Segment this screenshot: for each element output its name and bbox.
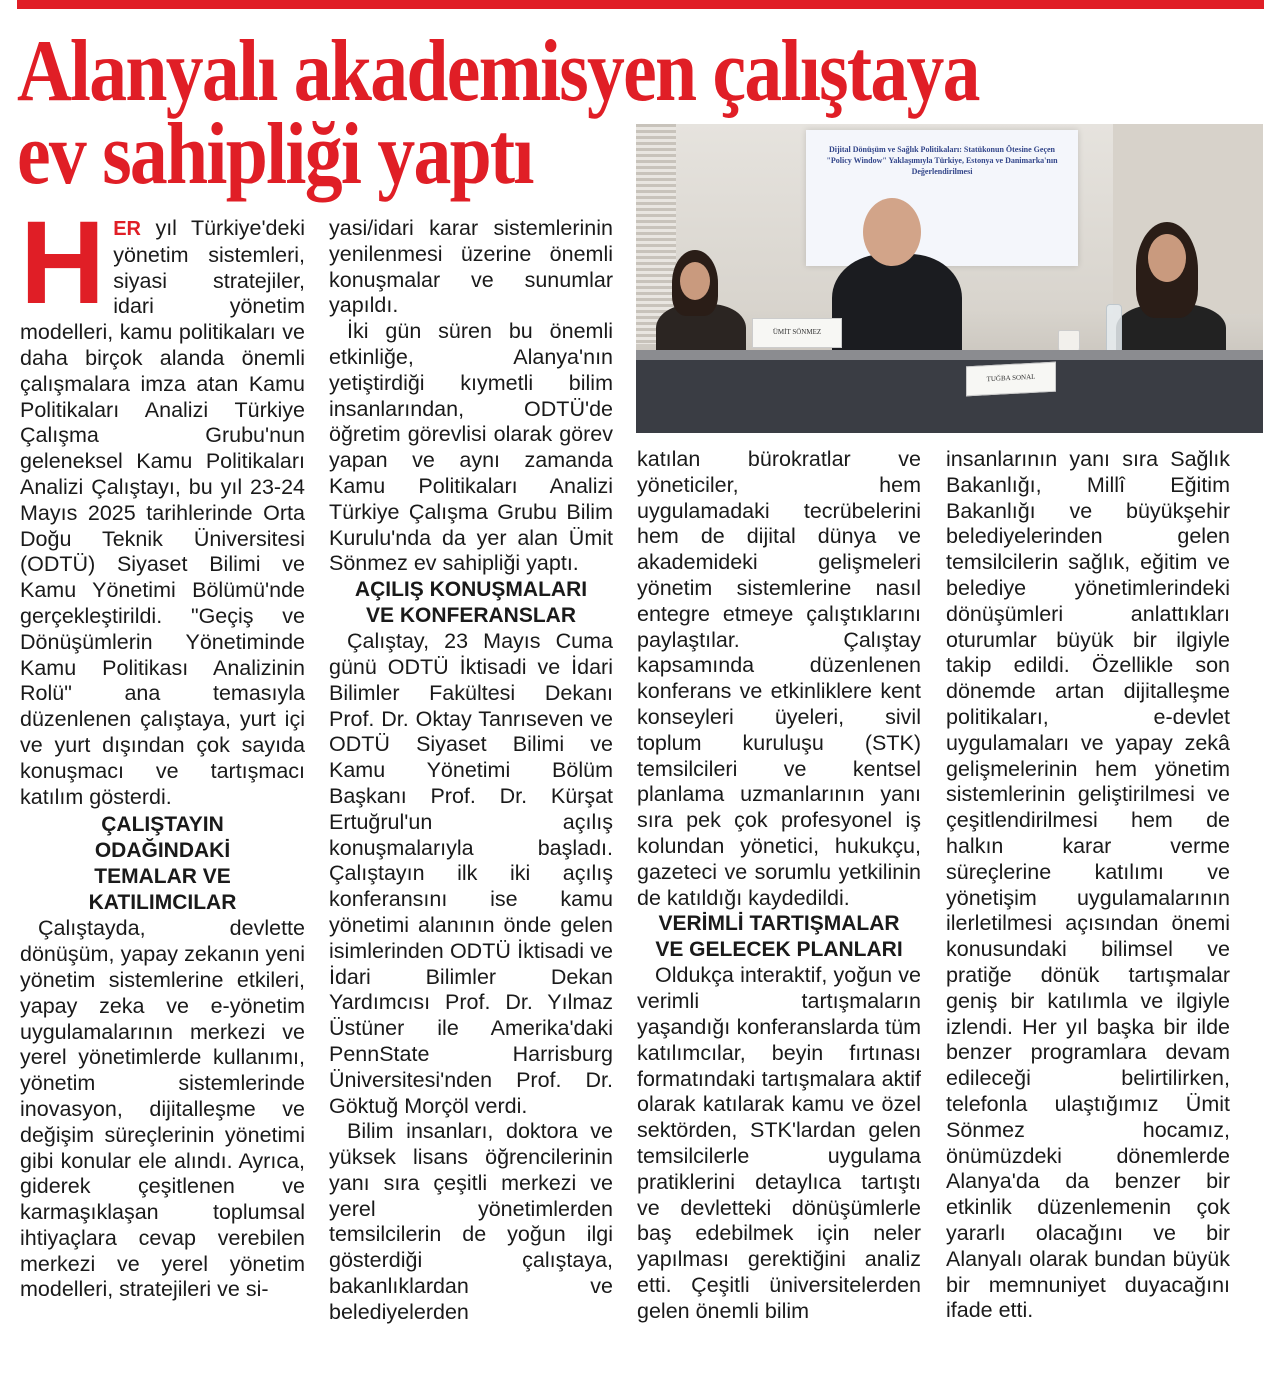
projection-title: Dijital Dönüşüm ve Sağlık Politikaları: Statükonun Ötesine Geçen "Policy Window" Yaklaşımıyla Türkiye, Estonya ve Danimarka'nın Değerlendirilmesi: [826, 145, 1058, 176]
headline-line-1: Alanyalı akademisyen çalıştaya: [17, 23, 979, 120]
name-card-1: ÜMİT SÖNMEZ: [752, 318, 842, 348]
paragraph: yıl Türkiye'deki yönetim sistemleri, siyasi stratejiler, idari yönetim modelleri, kamu politikaları ve daha birçok alanda önemli çalışmalara imza atan Kamu Politikaları Analizi Türkiye Çalışma Grubu'nun geleneksel Kamu Politikaları Analizi Çalıştayı, bu yıl 23-24 Mayıs 2025 tarihlerinde Orta Doğu Teknik Üniversitesi (ODTÜ) Siyaset Bilimi ve Kamu Yönetimi Bölümü'nde gerçekleştirildi. "Geçiş ve Dönüşümlerin Yönetiminde Kamu Politikası Analizinin Rolü" ana temasıyla düzenlenen çalıştaya, yurt içi ve yurt dışından çok sayıda konuşmacı ve tartışmacı katılım gösterdi.: [20, 216, 305, 809]
column-2: [329, 216, 613, 1326]
paragraph: Çalıştayda, devlette dönüşüm, yapay zekanın yeni yönetim sistemlerine etkileri, yapay zeka ve e-yönetim uygulamalarının merkezi ve yerel yönetimlerde kullanımı, yönetim sistemlerinde inovasyon, dijitalleşme ve değişim süreçlerinin yönetimi gibi konular ele alındı. Ayrıca, giderek çeşitlenen ve karmaşıklaşan toplumsal ihtiyaçlara cevap verebilen merkezi ve yerel yönetim modelleri, stratejileri ve si-: [20, 916, 305, 1302]
speaker-center: [832, 254, 962, 364]
top-accent-bar: [17, 0, 1264, 9]
table-front: [636, 360, 1263, 433]
subheading: VERİMLİ TARTIŞMALAR VE GELECEK PLANLARI: [655, 912, 903, 962]
workshop-photo: [636, 124, 1263, 433]
speaker-center-face: [863, 198, 921, 266]
headline-line-2: ev sahipliği yaptı: [17, 106, 533, 203]
name-card-2: TUĞBA SONAL: [966, 362, 1056, 397]
subheading: ÇALIŞTAYIN ODAĞINDAKİ TEMALAR VE KATILIMCILAR: [88, 813, 237, 915]
paragraph: Oldukça interaktif, yoğun ve verimli tartışmaların yaşandığı konferanslarda tüm katılımcılar, beyin fırtınası formatındaki tartışmalara aktif olarak katılarak kamu ve özel sektörden, STK'lardan gelen temsilcilerle uygulama pratiklerini detaylıca tartıştı ve devletteki dönüşümlerle baş edebilmek için neler yapılması gerektiğini analiz etti. Çeşitli üniversitelerden gelen önemli bilim: [637, 963, 921, 1323]
column-3: [637, 447, 921, 1325]
water-bottle: [1106, 304, 1122, 354]
speaker-left-face: [680, 262, 710, 300]
speaker-right-face: [1148, 234, 1186, 282]
column-1: [20, 197, 305, 1303]
paragraph: insanlarının yanı sıra Sağlık Bakanlığı, Millî Eğitim Bakanlığı ve büyükşehir belediyelerinden gelen temsilcilerin sağlık, eğitim ve belediye yönetimlerindeki dönüşümleri anlattıkları oturumlar büyük bir ilgiyle takip edildi. Özellikle son dönemde artan dijitalleşme politikaları, e-devlet uygulamaları ve yapay zekâ gelişmelerinin hem yönetim sistemlerinin geliştirilmesi ve çeşitlendirilmesi hem de halkın karar verme süreçlerine katılımı ve yönetişim uygulamalarının ilerletilmesi açısından önemi konusundaki bilimsel ve pratiğe dönük tartışmalar geniş bir katılımla ve ilgiyle izlendi. Her yıl başka bir ilde benzer programlara devam edileceği belirtilirken, telefonla ulaştığımız Ümit Sönmez hocamız, önümüzdeki dönemlerde Alanya'da da benzer bir etkinlik düzenlemenin çok yararlı olacağını ve bir Alanyalı olarak bundan büyük bir memnuniyet duyacağını ifade etti.: [946, 447, 1230, 1323]
lead-in: ER: [113, 218, 142, 240]
subheading: AÇILIŞ KONUŞMALARI VE KONFERANSLAR: [354, 578, 588, 628]
paragraph: İki gün süren bu önemli etkinliğe, Alanya'nın yetiştirdiği kıymetli bilim insanlarından, ODTÜ'de öğretim görevlisi olarak görev yapan ve aynı zamanda Kamu Politikaları Analizi Türkiye Çalışma Grubu Bilim Kurulu'nda da yer alan Ümit Sönmez ev sahipliği yaptı.: [329, 319, 613, 576]
paragraph: Çalıştay, 23 Mayıs Cuma günü ODTÜ İktisadi ve İdari Bilimler Fakültesi Dekanı Prof. Dr. Oktay Tanrıseven ve ODTÜ Siyaset Bilimi ve Kamu Yönetimi Bölüm Başkanı Prof. Dr. Kürşat Ertuğrul'un açılış konuşmalarıyla başladı. Çalıştayın ilk iki açılış konferansını ise kamu yönetimi alanının önde gelen isimlerinden ODTÜ İktisadi ve İdari Bilimler Dekan Yardımcısı Prof. Dr. Yılmaz Üstüner ile Amerika'daki PennState Harrisburg Üniversitesi'nden Prof. Dr. Göktuğ Morçöl verdi.: [329, 629, 613, 1118]
projection-screen: [806, 130, 1078, 266]
paragraph: yasi/idari karar sistemlerinin yenilenmesi üzerine önemli konuşmalar ve sunumlar yapıldı.: [329, 216, 613, 318]
drop-cap: H: [20, 197, 106, 329]
column-4: [946, 447, 1230, 1324]
paragraph: Bilim insanları, doktora ve yüksek lisans öğrencilerinin yanı sıra çeşitli merkezi ve yerel yönetimlerden temsilcilerin de yoğun ilgi gösterdiği çalıştaya, bakanlıklardan ve belediyelerden: [329, 1119, 613, 1324]
paragraph: katılan bürokratlar ve yöneticiler, hem uygulamadaki tecrübelerini hem de dijital dünya ve akademideki gelişmeleri yönetim sistemlerine nasıl entegre etmeye çalıştıklarını paylaştılar. Çalıştay kapsamında düzenlenen konferans ve etkinliklere kent konseyleri üyeleri, sivil toplum kuruluşu (STK) temsilcileri ve kentsel planlama uzmanlarının yanı sıra pek çok profesyonel iş kolundan yönetici, hukukçu, gazeteci ve sorumlu yetkilinin de katıldığı kaydedildi.: [637, 447, 921, 910]
